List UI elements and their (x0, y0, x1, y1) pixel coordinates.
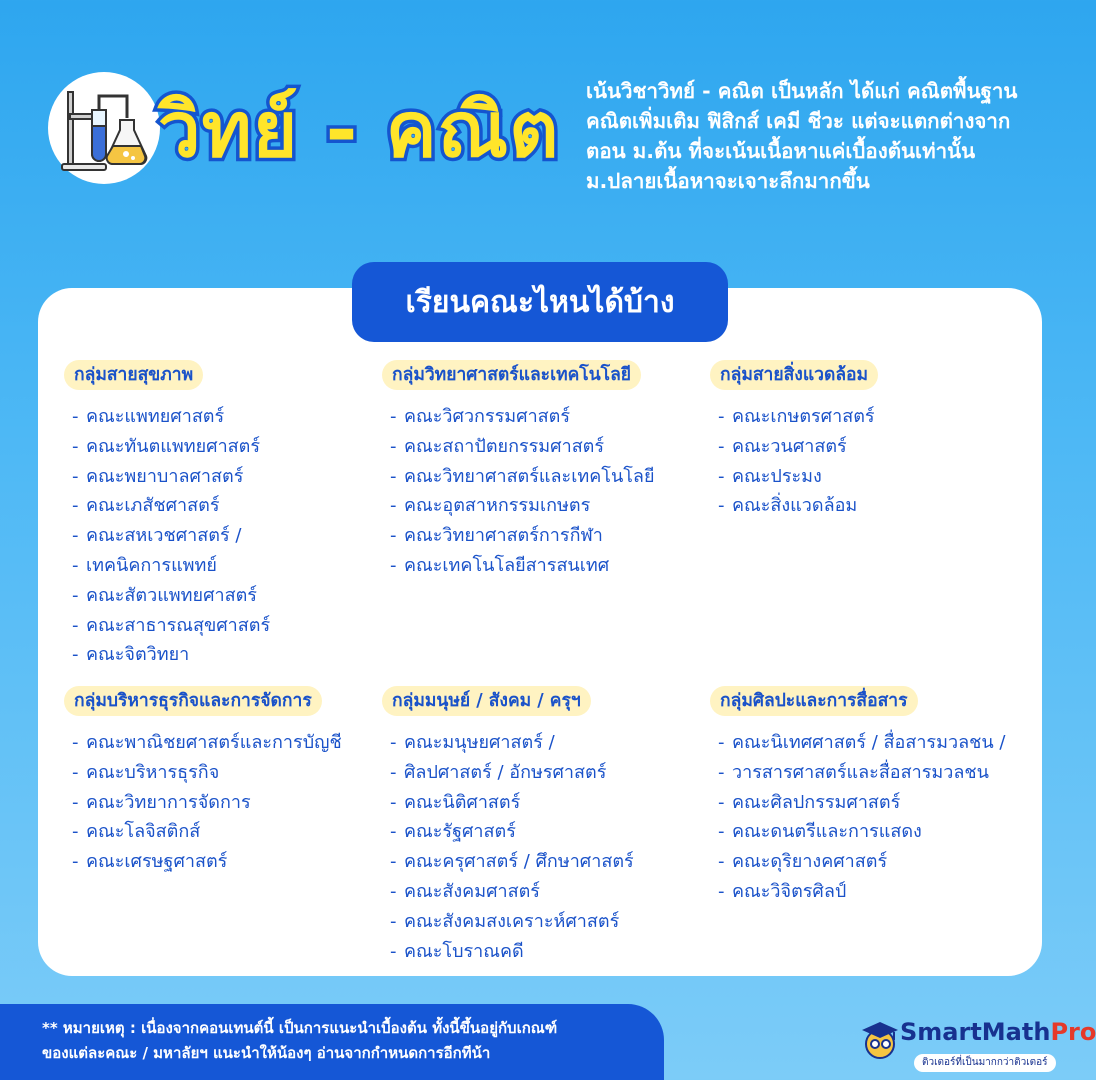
group-environment (710, 360, 878, 521)
list-item: - คณะสาธารณสุขศาสตร์ (72, 611, 270, 641)
card-title: เรียนคณะไหนได้บ้าง (352, 262, 728, 342)
intro-line: เน้นวิชาวิทย์ - คณิต เป็นหลัก ได้แก่ คณิตพื้นฐาน (586, 79, 1018, 103)
list-item: - คณะเศรษฐศาสตร์ (72, 847, 342, 877)
list-item: - คณะวิทยาการจัดการ (72, 788, 342, 818)
group-label: กลุ่มมนุษย์ / สังคม / ครุฯ (382, 686, 591, 716)
list-item: - คณะดุริยางคศาสตร์ (718, 847, 1005, 877)
group-science-tech (382, 360, 655, 581)
brand-name (900, 1018, 1096, 1046)
list-item: - คณะสังคมสงเคราะห์ศาสตร์ (390, 907, 634, 937)
group-humanities (382, 686, 634, 966)
faculty-list (390, 402, 655, 581)
list-item: - คณะวิศวกรรมศาสตร์ (390, 402, 655, 432)
page-title: วิทย์ - คณิต (158, 85, 560, 174)
faculty-list (718, 728, 1005, 907)
list-item: - คณะวิทยาศาสตร์และเทคโนโลยี (390, 462, 655, 492)
list-item: - คณะวิจิตรศิลป์ (718, 877, 1005, 907)
list-item: - คณะสังคมศาสตร์ (390, 877, 634, 907)
list-item: - คณะสหเวชศาสตร์ / (72, 521, 270, 551)
list-item: - คณะวนศาสตร์ (718, 432, 878, 462)
list-item: - คณะเกษตรศาสตร์ (718, 402, 878, 432)
intro-line: ตอน ม.ต้น ที่จะเน้นเนื้อหาแค่เบื้องต้นเท่านั้น (586, 139, 976, 163)
list-item: - คณะโบราณคดี (390, 937, 634, 967)
list-item: - ศิลปศาสตร์ / อักษรศาสตร์ (390, 758, 634, 788)
list-item: - คณะครุศาสตร์ / ศึกษาศาสตร์ (390, 847, 634, 877)
group-label: กลุ่มวิทยาศาสตร์และเทคโนโลยี (382, 360, 641, 390)
brand-name-main: SmartMath (900, 1018, 1051, 1046)
intro-line: ม.ปลายเนื้อหาจะเจาะลึกมากขึ้น (586, 169, 870, 193)
footnote-line: ** หมายเหตุ : เนื่องจากคอนเทนต์นี้ เป็นการแนะนำเบื้องต้น ทั้งนี้ขึ้นอยู่กับเกณฑ์ (42, 1019, 558, 1037)
group-health (64, 360, 270, 670)
list-item: - คณะรัฐศาสตร์ (390, 817, 634, 847)
faculty-list (718, 402, 878, 521)
list-item: - คณะอุตสาหกรรมเกษตร (390, 491, 655, 521)
faculty-list (72, 728, 342, 877)
list-item: - คณะศิลปกรรมศาสตร์ (718, 788, 1005, 818)
list-item: - คณะเภสัชศาสตร์ (72, 491, 270, 521)
intro-line: คณิตเพิ่มเติม ฟิสิกส์ เคมี ชีวะ แต่จะแตกต่างจาก (586, 109, 1011, 133)
lab-equipment-badge (48, 72, 160, 184)
list-item: - คณะสัตวแพทยศาสตร์ (72, 581, 270, 611)
list-item: - คณะสถาปัตยกรรมศาสตร์ (390, 432, 655, 462)
list-item: - คณะประมง (718, 462, 878, 492)
list-item: - คณะโลจิสติกส์ (72, 817, 342, 847)
list-item: - คณะเทคโนโลยีสารสนเทศ (390, 551, 655, 581)
list-item: - คณะทันตแพทยศาสตร์ (72, 432, 270, 462)
group-arts-communication (710, 686, 1005, 907)
brand-tagline: ติวเตอร์ที่เป็นมากกว่าติวเตอร์ (914, 1054, 1056, 1072)
footnote (0, 1004, 664, 1080)
list-item: - คณะนิเทศศาสตร์ / สื่อสารมวลชน / (718, 728, 1005, 758)
list-item: - คณะแพทยศาสตร์ (72, 402, 270, 432)
list-item: - คณะพาณิชยศาสตร์และการบัญชี (72, 728, 342, 758)
brand-name-accent: Pro (1050, 1018, 1096, 1046)
graduation-cap-icon (858, 1020, 902, 1060)
list-item: - คณะดนตรีและการแสดง (718, 817, 1005, 847)
brand-logo (858, 1016, 1096, 1076)
group-label: กลุ่มสายสุขภาพ (64, 360, 203, 390)
list-item: - คณะนิติศาสตร์ (390, 788, 634, 818)
group-label: กลุ่มศิลปะและการสื่อสาร (710, 686, 918, 716)
intro-text (586, 76, 1066, 196)
group-business (64, 686, 342, 877)
list-item: - คณะสิ่งแวดล้อม (718, 491, 878, 521)
list-item: - คณะมนุษยศาสตร์ / (390, 728, 634, 758)
faculty-list (72, 402, 270, 670)
faculty-list (390, 728, 634, 966)
list-item: - คณะบริหารธุรกิจ (72, 758, 342, 788)
group-label: กลุ่มสายสิ่งแวดล้อม (710, 360, 878, 390)
lab-equipment-icon (58, 86, 150, 172)
group-label: กลุ่มบริหารธุรกิจและการจัดการ (64, 686, 322, 716)
footnote-line: ของแต่ละคณะ / มหาลัยฯ แนะนำให้น้องๆ อ่านจากกำหนดการอีกทีน้า (42, 1044, 491, 1062)
list-item: - คณะจิตวิทยา (72, 640, 270, 670)
list-item: - เทคนิคการแพทย์ (72, 551, 270, 581)
list-item: - คณะพยาบาลศาสตร์ (72, 462, 270, 492)
list-item: - วารสารศาสตร์และสื่อสารมวลชน (718, 758, 1005, 788)
list-item: - คณะวิทยาศาสตร์การกีฬา (390, 521, 655, 551)
